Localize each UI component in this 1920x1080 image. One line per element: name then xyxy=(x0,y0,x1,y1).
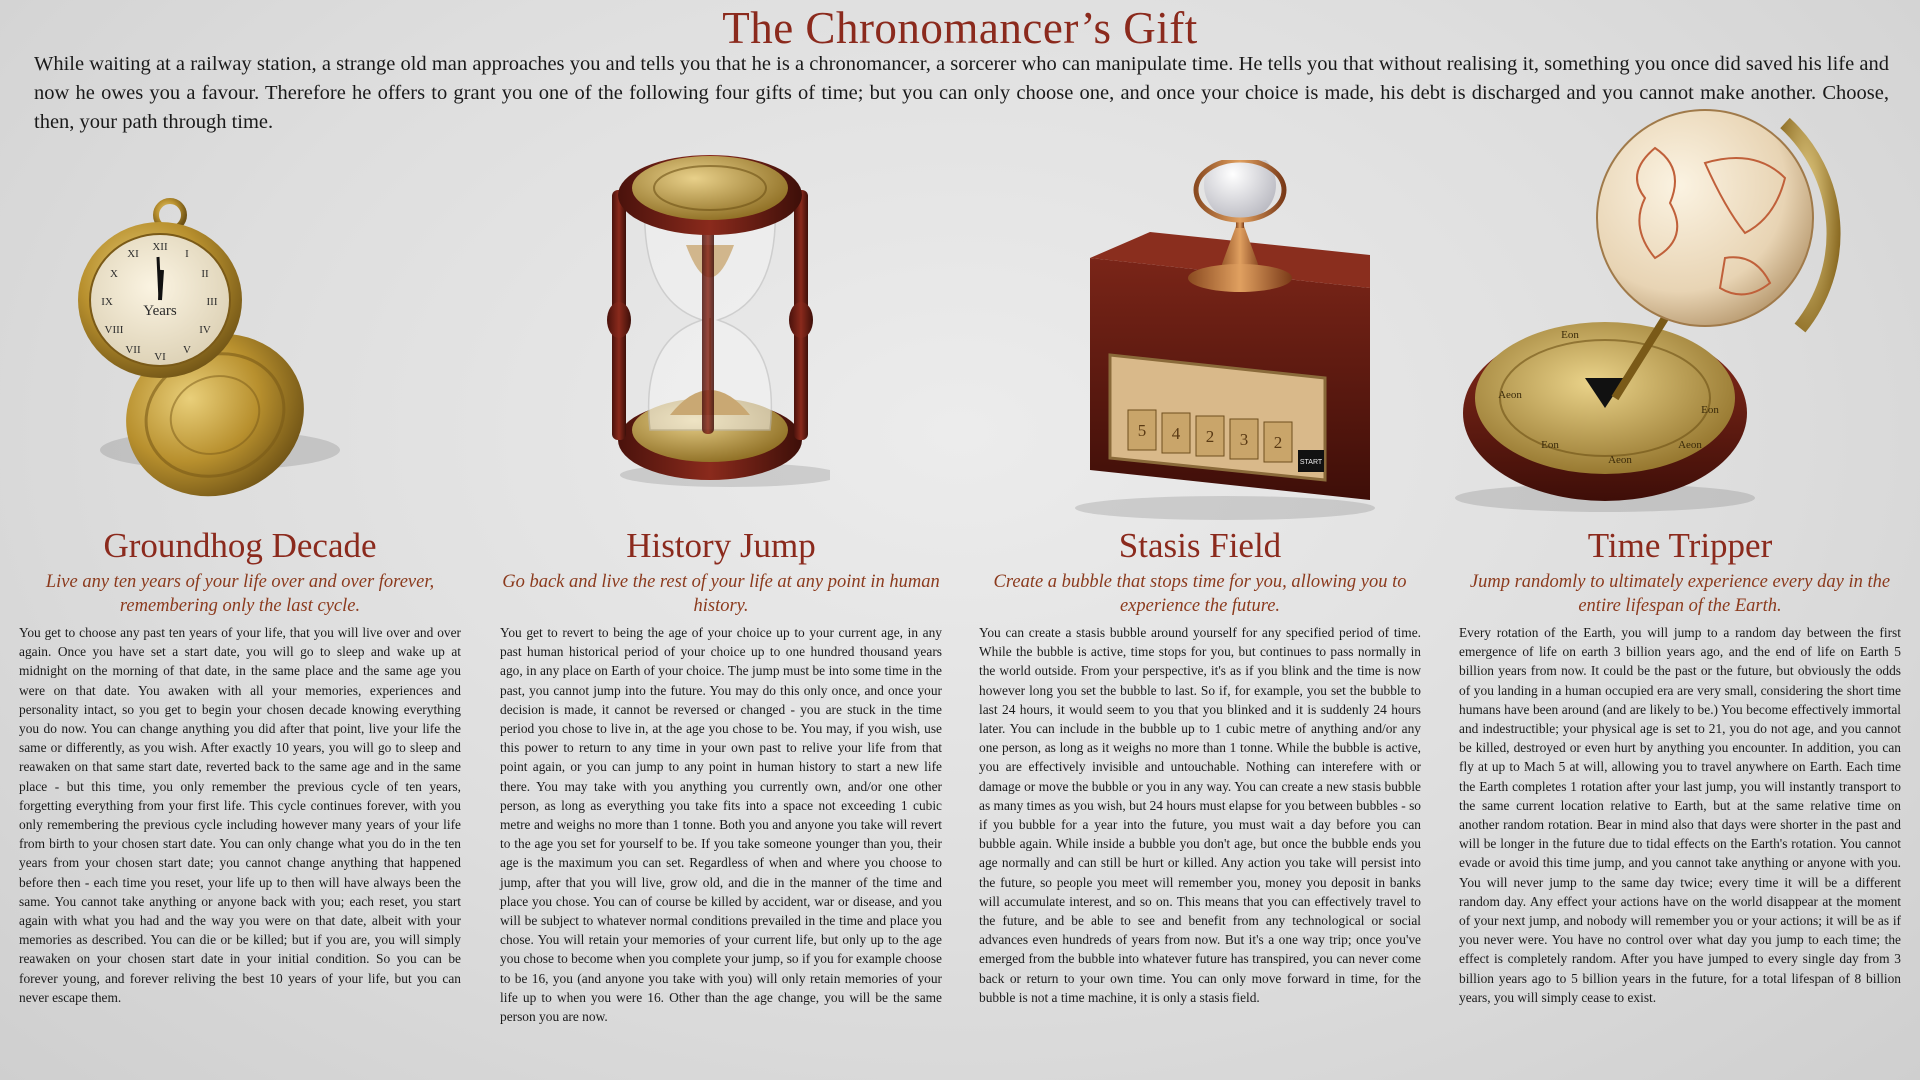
gift-subtitle: Create a bubble that stops time for you, allowing you to experience the future. xyxy=(993,572,1407,616)
svg-text:3: 3 xyxy=(1239,430,1249,449)
svg-text:Eon: Eon xyxy=(1701,404,1719,416)
gift-subtitle: Jump randomly to ultimately experience every day in the entire lifespan of the Earth. xyxy=(1469,572,1891,616)
svg-text:I: I xyxy=(185,248,189,260)
intro-paragraph: While waiting at a railway station, a strange old man approaches you and tells you that he is a chronomancer, a sorcerer who can manipulate time. He tells you that without realising it, something you once did saved his life and now he owes you a favour. Therefore he offers to grant you one of the following four gifts of time; but you can only choose one, and once your choice is made, his debt is discharged and you cannot make another. Choose, then, your path through time. xyxy=(34,53,1889,133)
gift-title: Groundhog Decade xyxy=(103,526,377,565)
svg-text:VIII: VIII xyxy=(104,324,124,336)
svg-text:Aeon: Aeon xyxy=(1498,389,1522,401)
gift-description: You get to revert to being the age of your choice up to your current age, in any past human historical period of your choice up to one hundred thousand years ago, in any place on Earth of your choice. The jump must be into some time in the past, you cannot jump into the future. You may do this only once, and once your decision is made, it cannot be reversed or changed - you are stuck in the time period you chose to live in, at the age you chose to be. You may, if you wish, use this power to return to any time in your own past to relive your life from that point again, or you can jump to any point in human history to start a new life there. You may take with you anything you currently own, and/or one other person, as long as everything you take fits into a space not exceeding 1 cubic metre and weighs no more than 1 tonne. Both you and anyone you take will revert to the age you set for yourself to be. If you take someone younger than you, their age is the maximum you can set. Regardless of when and where you choose to jump, after that you will live, grow old, and die in the manner of the time and place you chose. You can of course be killed by accident, war or disease, and you will be subject to whatever normal conditions prevailed in the time and place you chose. You will retain your memories of your current life, but only up to the age you chose to become when you complete your jump, so if you for example choose to be 16, you (and anyone you take with you) will only retain memories of your life up to when you were 16. Other than the age change, you will be the same person you are now. xyxy=(500,625,942,1025)
svg-text:Aeon: Aeon xyxy=(1678,439,1702,451)
gift-title: History Jump xyxy=(626,526,816,565)
svg-text:III: III xyxy=(206,296,218,308)
svg-text:X: X xyxy=(110,268,118,280)
svg-text:2: 2 xyxy=(1205,427,1215,446)
svg-text:VII: VII xyxy=(125,344,141,356)
gift-description: Every rotation of the Earth, you will jump to a random day between the first emergence of life on earth 3 billion years ago, and the end of life on Earth 5 billion years from now. It could be the past or the future, but obviously the odds of you landing in a human occupied era are very small, considering the short time humans have been around (and are likely to be.) You become effectively immortal and indestructible; your physical age is set to 21, you do not age, and you cannot be killed, destroyed or even hurt by anything you encounter. In addition, you can fly at up to Mach 5 at will, allowing you to travel anywhere on Earth. Each time the Earth completes 1 rotation after your last jump, you will instantly transport to the same current location relative to Earth, but at the same relative time on another random rotation. Bear in mind also that days were shorter in the past and will be longer in the future due to tidal effects on the Earth's rotation. You cannot evade or avoid this time jump, and you cannot take anything or anyone with you. You will never jump to the same day twice; every time it will be a different random day. Any effect your actions have on the world disappear at the moment of your next jump, and nobody will remember you or your actions; it will be as if you never were. You have no control over what day you jump to each time; the effect is completely random. After you have jumped to every single day from 3 billion years ago to 5 billion years in the future, for a total lifespan of 8 billion years, you will simply cease to exist. xyxy=(1459,625,1901,1005)
svg-text:IX: IX xyxy=(101,296,113,308)
svg-text:XI: XI xyxy=(127,248,139,260)
gift-column-history-jump xyxy=(500,522,942,1026)
svg-text:VI: VI xyxy=(154,351,166,363)
svg-text:V: V xyxy=(183,344,191,356)
svg-text:2: 2 xyxy=(1273,433,1283,452)
pocket-watch-illustration xyxy=(40,195,350,515)
gift-column-groundhog-decade xyxy=(19,522,461,1007)
globe-sphere xyxy=(1597,110,1813,326)
hourglass-illustration xyxy=(590,150,830,490)
stasis-box-illustration xyxy=(1040,160,1380,520)
gift-title: Time Tripper xyxy=(1587,526,1773,565)
gift-title: Stasis Field xyxy=(1118,526,1282,565)
watch-label: Years xyxy=(143,303,177,319)
svg-text:II: II xyxy=(201,268,209,280)
svg-text:IV: IV xyxy=(199,324,211,336)
svg-text:Eon: Eon xyxy=(1541,439,1559,451)
svg-text:Aeon: Aeon xyxy=(1608,454,1632,466)
svg-text:5: 5 xyxy=(1137,421,1147,440)
svg-text:Eon: Eon xyxy=(1561,329,1579,341)
globe-illustration xyxy=(1455,108,1915,513)
gift-column-stasis-field xyxy=(979,522,1421,1007)
svg-text:START: START xyxy=(1299,459,1323,466)
gift-description: You get to choose any past ten years of your life, that you will live over and over again. Once you have set a start date, you will go to sleep and wake up at midnight on the morning of that date, in the same place and the same age you were on that date. You awaken with all your memories, experiences and personality intact, so you get to begin your chosen decade knowing everything you do now. You can change anything you did after that point, live your life the same or differently, as you wish. After exactly 10 years, you will go to sleep and reawaken on that same start date, reverted back to the same age and in the same place - but this time, you only remember the previous cycle of ten years, forgetting everything from your first life. This cycle continues forever, with you only remembering the previous cycle including however many years of your life from birth to your chosen start date. You can only change what you do in the ten years from your chosen start date; you cannot change anything that happened before then - each time you reset, your life up to then will have always been the same. You cannot take anything or anyone back with you; each reset, you start again with what you had and the way you were on that date, albeit with your memories as described. You can die or be killed; but if you are, you will simply reawaken on your chosen start date in your initial condition. So you can be forever young, and forever reliving the best 10 years of your life, but you can never escape them. xyxy=(19,625,461,1005)
svg-text:4: 4 xyxy=(1171,424,1181,443)
gift-subtitle: Live any ten years of your life over and over forever, remembering only the last cycle. xyxy=(45,572,435,616)
gift-column-time-tripper xyxy=(1459,522,1901,1007)
gift-subtitle: Go back and live the rest of your life at any point in human history. xyxy=(502,572,940,616)
gift-description: You can create a stasis bubble around yourself for any specified period of time. While the bubble is active, time stops for you, but continues to pass normally in the world outside. From your perspective, it's as if you blink and the time is now however long you set the bubble to last. So if, for example, you set the bubble to last 24 hours, it would seem to you that you blinked and it is suddenly 24 hours later. You can include in the bubble up to 1 cubic metre of anything and/or any one person, as long as it weighs no more than 1 tonne. While the bubble is active, you are effectively invisible and untouchable. Nothing can interefere with or damage or move the bubble or you in any way. You can create a new stasis bubble as many times as you wish, but 24 hours must elapse for you between bubbles - so if you bubble for a year into the future, you must wait a day before you can bubble again. While inside a bubble you don't age, but once the bubble ends you age normally and can still be hurt or killed. Any action you take will persist into the future, so people you meet will remember you, money you deposit in banks will accumulate interest, and so on. This means that you can effectively travel to the future, and be able to see and benefit from any technological or social advances even hundreds of years from now. But it's a one way trip; once you've emerged from the bubble into whatever future has transpired, you can never come back or return to your own time. You can only move forward in time, for the bubble is not a time machine, it is only a stasis field. xyxy=(979,625,1421,1005)
svg-text:XII: XII xyxy=(152,241,168,253)
page-title: The Chronomancer’s Gift xyxy=(722,3,1198,53)
